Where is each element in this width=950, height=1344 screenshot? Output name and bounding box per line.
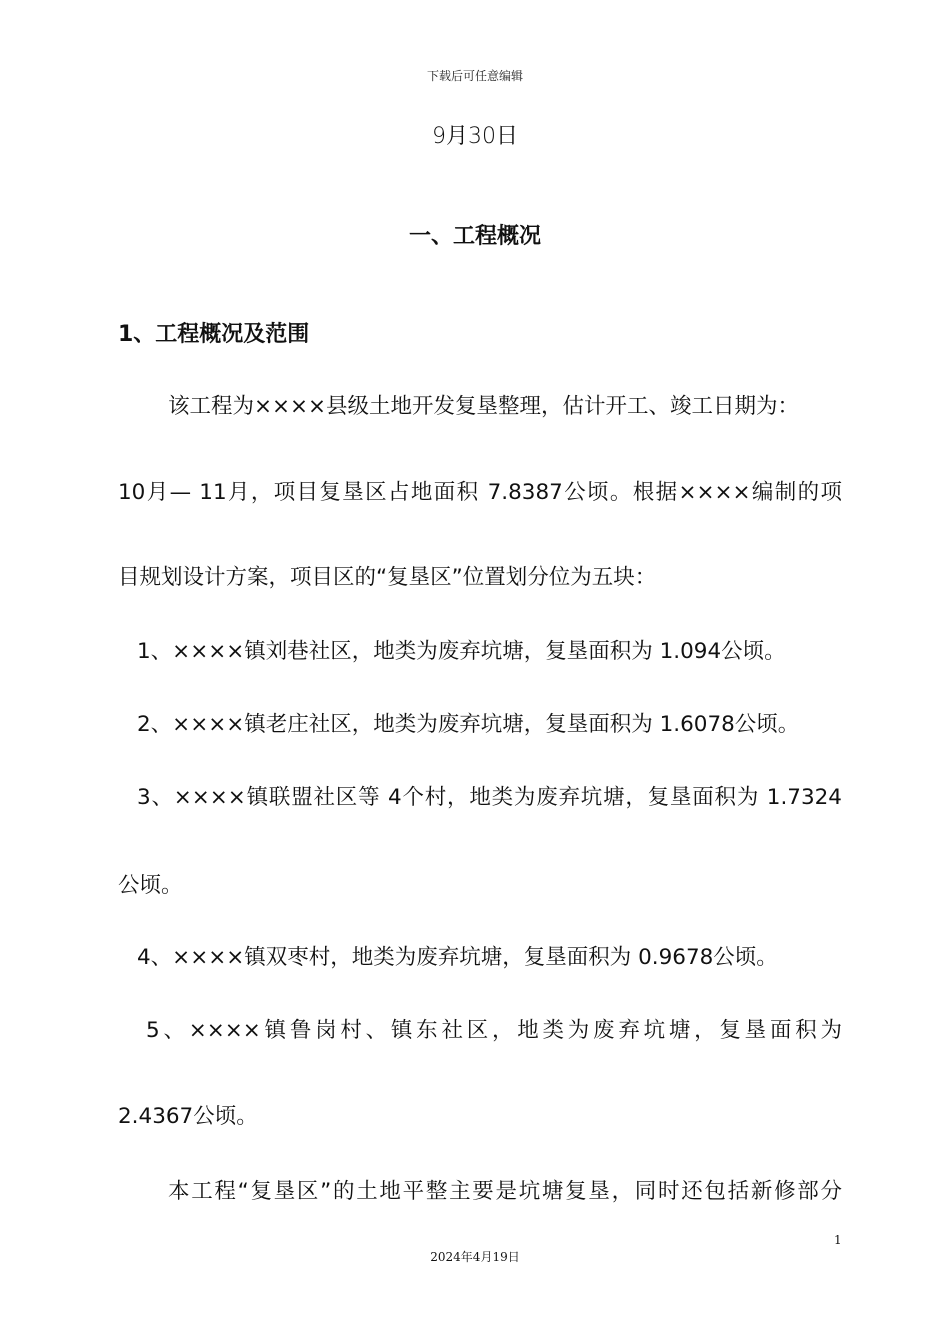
footer-date: 2024年4月19日	[430, 1250, 520, 1264]
subsection-title: 1、工程概况及范围	[118, 322, 310, 347]
page-header: 下载后可任意编辑	[426, 69, 523, 83]
list-item: 5、××××镇鲁岗村、镇东社区，地类为废弃坑塘，复垦面积为	[146, 1018, 842, 1043]
list-item: 3、××××镇联盟社区等 4个村，地类为废弃坑塘，复垦面积为 1.7324	[137, 785, 842, 810]
date-line: 9月30日	[432, 124, 518, 149]
list-item: 4、××××镇双枣村，地类为废弃坑塘，复垦面积为 0.9678公顷。	[137, 945, 778, 970]
page-number: 1	[834, 1233, 842, 1247]
list-item: 2、××××镇老庄社区，地类为废弃坑塘，复垦面积为 1.6078公顷。	[137, 712, 800, 737]
paragraph-line: 该工程为××××县级土地开发复垦整理，估计开工、竣工日期为：	[168, 394, 800, 419]
list-item-continuation: 2.4367公顷。	[118, 1104, 258, 1129]
paragraph-line: 目规划设计方案，项目区的“复垦区”位置划分位为五块：	[118, 565, 657, 590]
paragraph-line: 10月— 11月，项目复垦区占地面积 7.8387公顷。根据××××编制的项	[118, 480, 842, 505]
list-item-continuation: 公顷。	[118, 873, 183, 898]
paragraph-line: 本工程“复垦区”的土地平整主要是坑塘复垦，同时还包括新修部分	[168, 1179, 842, 1204]
list-item: 1、××××镇刘巷社区，地类为废弃坑塘，复垦面积为 1.094公顷。	[137, 639, 786, 664]
section-title: 一、工程概况	[408, 224, 541, 249]
